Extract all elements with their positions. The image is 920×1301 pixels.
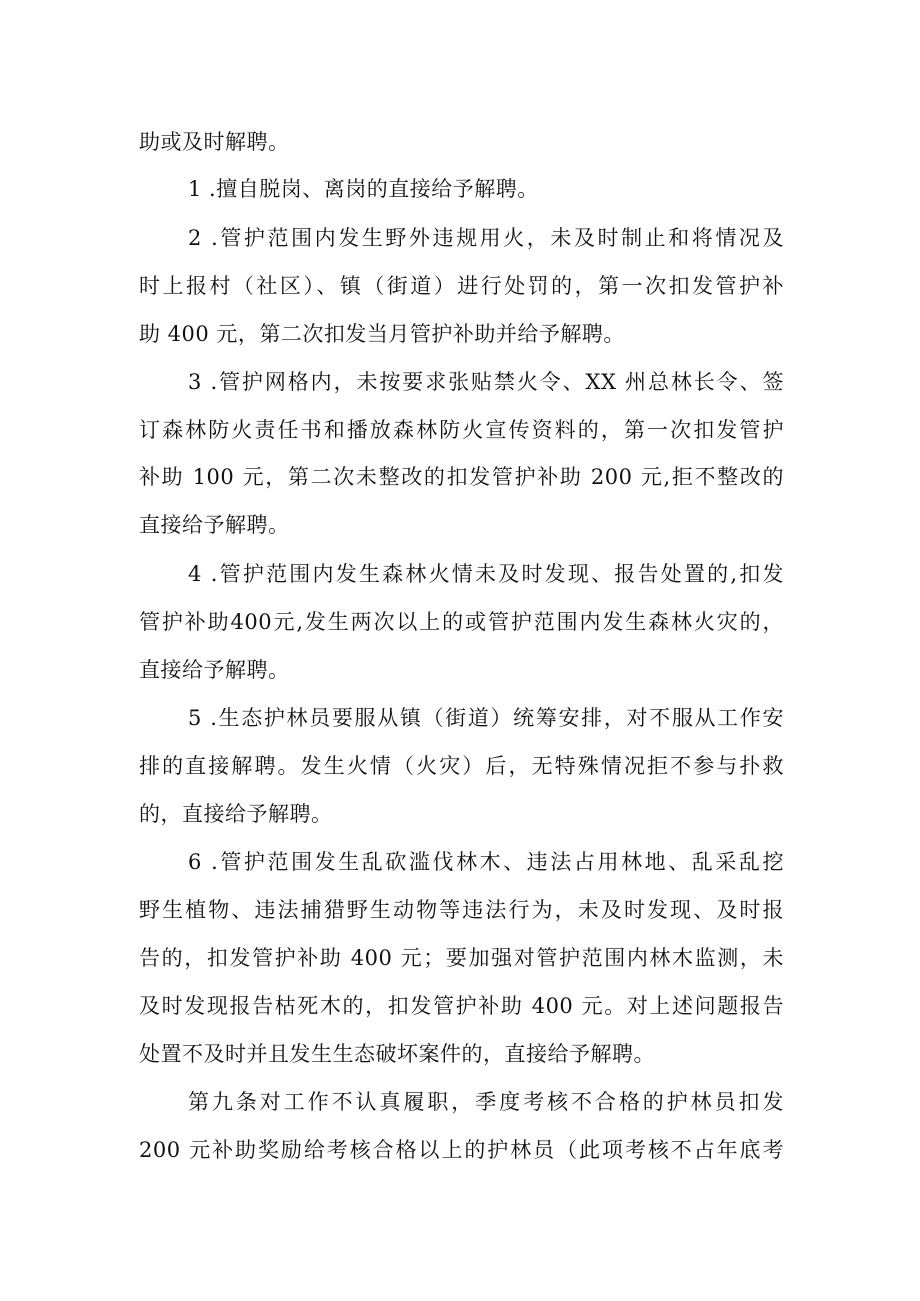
item-4-line-2: 管护补助400元,发生两次以上的或管护范围内发生森林火灾的，: [139, 610, 784, 634]
item-3-line-1: 3 .管护网格内，未按要求张贴禁火令、XX 州总林长令、签: [188, 370, 784, 394]
text-line-1: 助或及时解聘。: [139, 130, 290, 154]
item-6-line-2: 野生植物、违法捕猎野生动物等违法行为，未及时发现、及时报: [139, 898, 784, 922]
item-3-line-3: 补助 100 元，第二次未整改的扣发管护补助 200 元,拒不整改的: [139, 465, 784, 489]
item-5-line-2: 排的直接解聘。发生火情（火灾）后，无特殊情况拒不参与扑救: [139, 754, 784, 778]
item-6-line-3: 告的，扣发管护补助 400 元；要加强对管护范围内林木监测，未: [139, 946, 784, 970]
article-9-line-2: 200 元补助奖励给考核合格以上的护林员（此项考核不占年底考: [139, 1138, 784, 1162]
item-5-line-1: 5 .生态护林员要服从镇（街道）统筹安排，对不服从工作安: [188, 706, 784, 730]
item-1-line-1: 1 .擅自脱岗、离岗的直接给予解聘。: [188, 177, 539, 201]
item-5-line-3: 的，直接给予解聘。: [139, 802, 333, 826]
item-6-line-5: 处置不及时并且发生生态破坏案件的，直接给予解聘。: [139, 1042, 655, 1066]
item-4-line-3: 直接给予解聘。: [139, 658, 290, 682]
item-6-line-1: 6 .管护范围发生乱砍滥伐林木、违法占用林地、乱采乱挖: [188, 850, 784, 874]
item-2-line-3: 助 400 元，第二次扣发当月管护补助并给予解聘。: [139, 322, 625, 346]
item-4-line-1: 4 .管护范围内发生森林火情未及时发现、报告处置的,扣发: [188, 562, 784, 586]
item-3-line-4: 直接给予解聘。: [139, 513, 290, 537]
item-6-line-4: 及时发现报告枯死木的，扣发管护补助 400 元。对上述问题报告: [139, 994, 784, 1018]
article-9-line-1: 第九条对工作不认真履职，季度考核不合格的护林员扣发: [188, 1090, 784, 1114]
item-2-line-2: 时上报村（社区）、镇（街道）进行处罚的，第一次扣发管护补: [139, 274, 784, 298]
item-3-line-2: 订森林防火责任书和播放森林防火宣传资料的，第一次扣发管护: [139, 418, 784, 442]
item-2-line-1: 2 .管护范围内发生野外违规用火，未及时制止和将情况及: [188, 226, 784, 250]
